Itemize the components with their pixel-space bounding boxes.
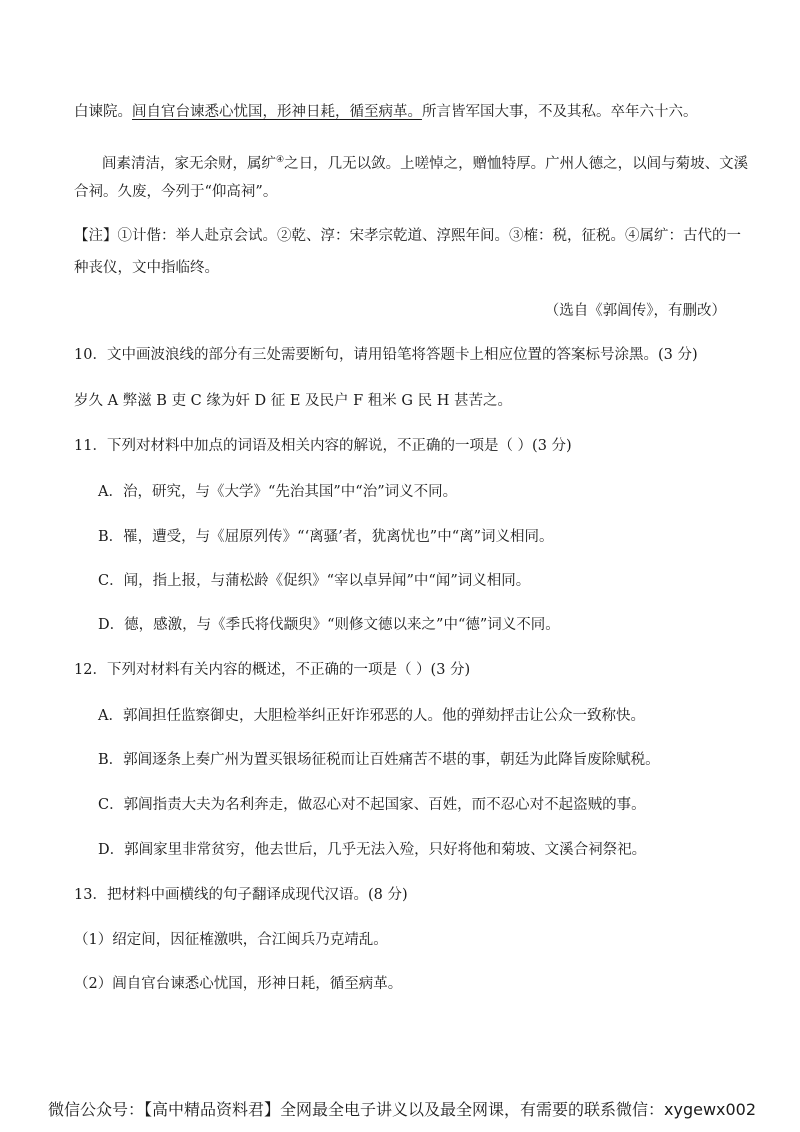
footer-text: 微信公众号：【高中精品资料君】全网最全电子讲义以及最全网课，有需要的联系微信：xygewx002 [48,1100,757,1119]
q10-text [74,391,512,411]
question-stem: 12．下列对材料有关内容的概述，不正确的一项是（ ）(3 分) [74,662,471,678]
passage-text: 之日，几无以敛。上嗟悼之，赠恤特厚。广州人德之，以闾与菊坡、文溪 [284,156,749,172]
q11-stem [74,436,572,456]
question-stem: 13．把材料中画横线的句子翻译成现代汉语。(8 分) [74,887,408,903]
q13-item-1 [74,930,388,950]
q13-item-2 [74,974,402,994]
sentence-to-punctuate: 岁久 A 弊滋 B 吏 C 缘为奸 D 征 E 及民户 F 租米 G 民 H 甚苦之。 [74,393,512,409]
underlined-sentence: 闾自官台谏悉心忧国，形神日耗，循至病革。 [132,104,422,120]
q12-option-c [98,795,646,815]
note-line-1 [74,226,741,246]
passage-line-2 [102,150,748,174]
passage-text: 所言皆军国大事，不及其私。卒年六十六。 [422,104,698,120]
note-text: 【注】①计偕：举人赴京会试。②乾、淳：宋孝宗乾道、淳熙年间。③榷：税，征税。④属纩：古代的一 [74,228,741,244]
q12-option-a [98,706,645,726]
q12-option-b [98,750,660,770]
passage-text: 闾素清洁，家无余财，属纩 [102,156,276,172]
q11-option-b [98,527,554,547]
option-text: C．闻，指上报，与蒲松龄《促织》“宰以卓异闻”中“闻”词义相同。 [98,573,531,589]
option-text: C．郭阊指责大夫为名利奔走，做忍心对不起国家、百姓，而不忍心对不起盗贼的事。 [98,797,646,813]
source-text: （选自《郭阊传》，有删改） [544,303,726,319]
q12-stem [74,660,470,680]
option-text: B．郭阊逐条上奏广州为置买银场征税而让百姓痛苦不堪的事，朝廷为此降旨废除赋税。 [98,752,660,768]
option-text: A．治，研究，与《大学》“先治其国”中“治”词义不同。 [98,484,458,500]
passage-line-3 [74,182,277,202]
question-stem: 11．下列对材料中加点的词语及相关内容的解说，不正确的一项是（ ）(3 分) [74,438,572,454]
note-line-2 [74,258,219,278]
footer-watermark [48,1097,756,1120]
passage-text: 白谏院。 [74,104,132,120]
option-text: D．德，感激，与《季氏将伐颛臾》“则修文德以来之”中“德”词义不同。 [98,617,560,633]
option-text: A．郭阊担任监察御史，大胆检举纠正奸诈邪恶的人。他的弹劾抨击让公众一致称快。 [98,708,645,724]
note-text: 种丧仪，文中指临终。 [74,260,219,276]
footnote-marker: ④ [276,155,285,165]
q10-stem [74,345,698,365]
source-attribution [545,301,726,321]
q11-option-c [98,571,530,591]
q13-stem [74,885,408,905]
q11-option-d [98,615,560,635]
translation-item: （2）阊自官台谏悉心忧国，形神日耗，循至病革。 [74,976,403,992]
translation-item: （1）绍定间，因征榷激哄，合江闽兵乃克靖乱。 [74,932,388,948]
q11-option-a [98,482,457,502]
q12-option-d [98,840,646,860]
option-text: B．罹，遭受，与《屈原列传》“‘离骚’者，犹离忧也”中“离”词义相同。 [98,529,554,545]
passage-line-1 [74,102,698,122]
passage-text: 合祠。久废，今列于“仰高祠”。 [74,184,278,200]
question-stem: 10．文中画波浪线的部分有三处需要断句，请用铅笔将答题卡上相应位置的答案标号涂黑。(3 分) [74,347,698,363]
option-text: D．郭阊家里非常贫穷，他去世后，几乎无法入殓，只好将他和菊坡、文溪合祠祭祀。 [98,842,647,858]
